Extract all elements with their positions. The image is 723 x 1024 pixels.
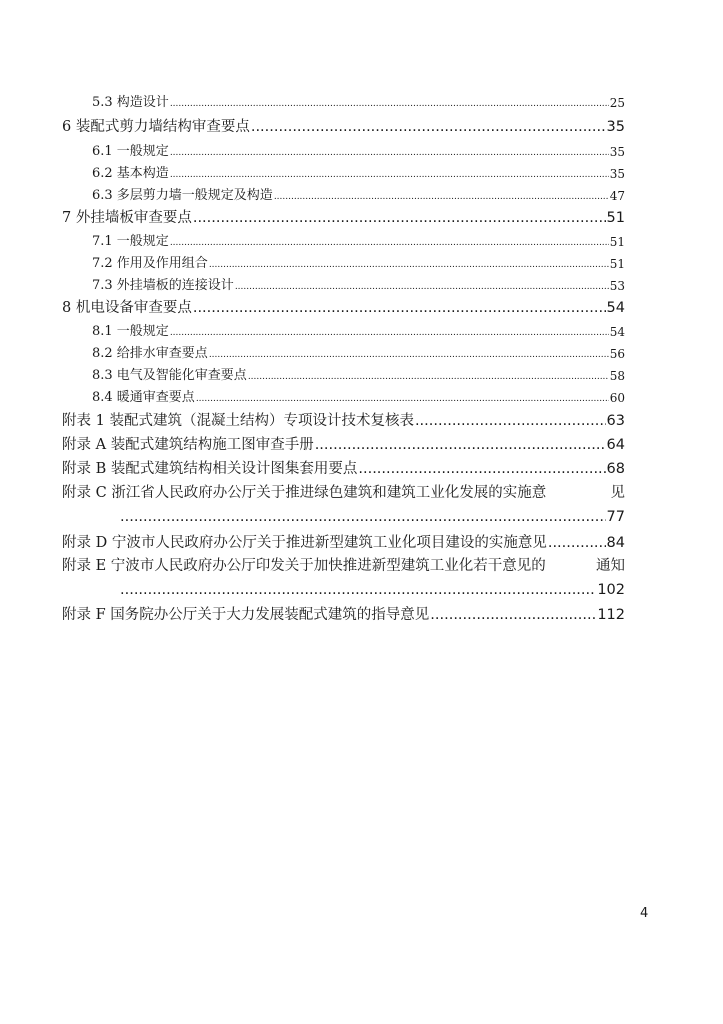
toc-entry-8-3[interactable] — [92, 369, 625, 382]
toc-entry-page: 35 — [606, 119, 625, 135]
toc-entry-page: 54 — [609, 325, 625, 339]
toc-entry-label: 附表 1 装配式建筑（混凝土结构）专项设计技术复核表 — [62, 413, 414, 429]
toc-entry-8-1[interactable] — [92, 325, 625, 338]
dot-leader — [358, 462, 605, 477]
toc-entry-appendix-e-continuation[interactable] — [120, 583, 625, 598]
toc-entry-page: 56 — [609, 347, 625, 361]
toc-entry-label: 7.3 外挂墙板的连接设计 — [92, 278, 234, 293]
toc-entry-6[interactable] — [62, 120, 625, 135]
toc-entry-appendix-d[interactable] — [62, 536, 625, 551]
toc-entry-label: 6.3 多层剪力墙一般规定及构造 — [92, 188, 273, 203]
toc-entry-6-1[interactable] — [92, 145, 625, 158]
toc-entry-appendix-e[interactable] — [62, 559, 625, 574]
toc-entry-appendix-c[interactable] — [62, 486, 625, 501]
toc-entry-page: 68 — [606, 461, 625, 477]
toc-entry-label: 7.2 作用及作用组合 — [92, 256, 208, 271]
toc-entry-page: 51 — [609, 257, 625, 271]
toc-entry-label: 附录 E 宁波市人民政府办公厅印发关于加快推进新型建筑工业化若干意见的 — [62, 558, 546, 574]
page-number: 4 — [640, 906, 649, 921]
toc-entry-7[interactable] — [62, 211, 625, 226]
toc-entry-label-end: 见 — [610, 485, 625, 501]
dot-leader — [415, 414, 606, 429]
dot-leader — [548, 536, 606, 551]
toc-entry-page: 77 — [606, 509, 625, 525]
toc-entry-6-3[interactable] — [92, 189, 625, 202]
toc-entry-page: 51 — [609, 235, 625, 249]
toc-entry-label: 8.4 暖通审查要点 — [92, 390, 195, 405]
toc-entry-7-2[interactable] — [92, 257, 625, 270]
toc-entry-label: 8.3 电气及智能化审查要点 — [92, 368, 247, 383]
dot-leader — [248, 369, 609, 382]
toc-entry-page: 64 — [606, 437, 625, 453]
toc-entry-7-3[interactable] — [92, 279, 625, 292]
dot-leader — [120, 583, 596, 598]
toc-entry-appendix-f[interactable] — [62, 608, 625, 623]
toc-entry-page: 112 — [597, 607, 625, 623]
toc-entry-label: 6.2 基本构造 — [92, 166, 169, 181]
dot-leader — [170, 145, 609, 158]
toc-entry-label: 7 外挂墙板审查要点 — [62, 210, 192, 226]
toc-entry-label: 8.2 给排水审查要点 — [92, 346, 208, 361]
dot-leader — [251, 120, 606, 135]
dot-leader — [170, 167, 609, 180]
dot-leader — [274, 189, 609, 202]
dot-leader — [120, 510, 606, 525]
toc-entry-7-1[interactable] — [92, 235, 625, 248]
toc-entry-page: 63 — [606, 413, 625, 429]
dot-leader — [193, 301, 606, 316]
toc-entry-page: 53 — [609, 279, 625, 293]
toc-entry-6-2[interactable] — [92, 167, 625, 180]
toc-entry-page: 25 — [609, 96, 625, 110]
toc-entry-page: 102 — [597, 582, 625, 598]
dot-leader — [170, 96, 609, 109]
toc-entry-label: 6.1 一般规定 — [92, 144, 169, 159]
dot-leader — [170, 235, 609, 248]
toc-entry-label: 7.1 一般规定 — [92, 234, 169, 249]
toc-entry-8-2[interactable] — [92, 347, 625, 360]
dot-leader — [170, 325, 609, 338]
toc-entry-label: 附录 C 浙江省人民政府办公厅关于推进绿色建筑和建筑工业化发展的实施意 — [62, 485, 547, 501]
toc-entry-label: 附录 A 装配式建筑结构施工图审查手册 — [62, 437, 314, 453]
dot-leader — [196, 391, 609, 404]
dot-leader — [430, 608, 596, 623]
toc-entry-appendix-table-1[interactable] — [62, 414, 625, 429]
dot-leader — [209, 347, 609, 360]
toc-entry-page: 35 — [609, 145, 625, 159]
toc-entry-label: 5.3 构造设计 — [92, 95, 169, 110]
toc-entry-page: 47 — [609, 189, 625, 203]
toc-entry-label: 附录 F 国务院办公厅关于大力发展装配式建筑的指导意见 — [62, 607, 430, 623]
dot-leader — [315, 438, 606, 453]
toc-entry-appendix-a[interactable] — [62, 438, 625, 453]
toc-entry-label: 8.1 一般规定 — [92, 324, 169, 339]
toc-entry-label: 8 机电设备审查要点 — [62, 300, 192, 316]
toc-entry-8-4[interactable] — [92, 391, 625, 404]
dot-leader — [209, 257, 609, 270]
toc-entry-page: 58 — [609, 369, 625, 383]
toc-entry-label-end: 通知 — [596, 558, 625, 574]
toc-entry-appendix-b[interactable] — [62, 462, 625, 477]
toc-entry-5-3[interactable] — [92, 96, 625, 109]
dot-leader — [235, 279, 609, 292]
toc-entry-appendix-c-continuation[interactable] — [120, 510, 625, 525]
toc-entry-page: 35 — [609, 167, 625, 181]
toc-entry-page: 54 — [606, 300, 625, 316]
toc-entry-page: 84 — [606, 535, 625, 551]
toc-entry-page: 51 — [606, 210, 625, 226]
toc-entry-label: 6 装配式剪力墙结构审查要点 — [62, 119, 250, 135]
toc-entry-page: 60 — [609, 391, 625, 405]
toc-entry-8[interactable] — [62, 301, 625, 316]
toc-entry-label: 附录 D 宁波市人民政府办公厅关于推进新型建筑工业化项目建设的实施意见 — [62, 535, 547, 551]
dot-leader — [193, 211, 606, 226]
toc-entry-label: 附录 B 装配式建筑结构相关设计图集套用要点 — [62, 461, 358, 477]
